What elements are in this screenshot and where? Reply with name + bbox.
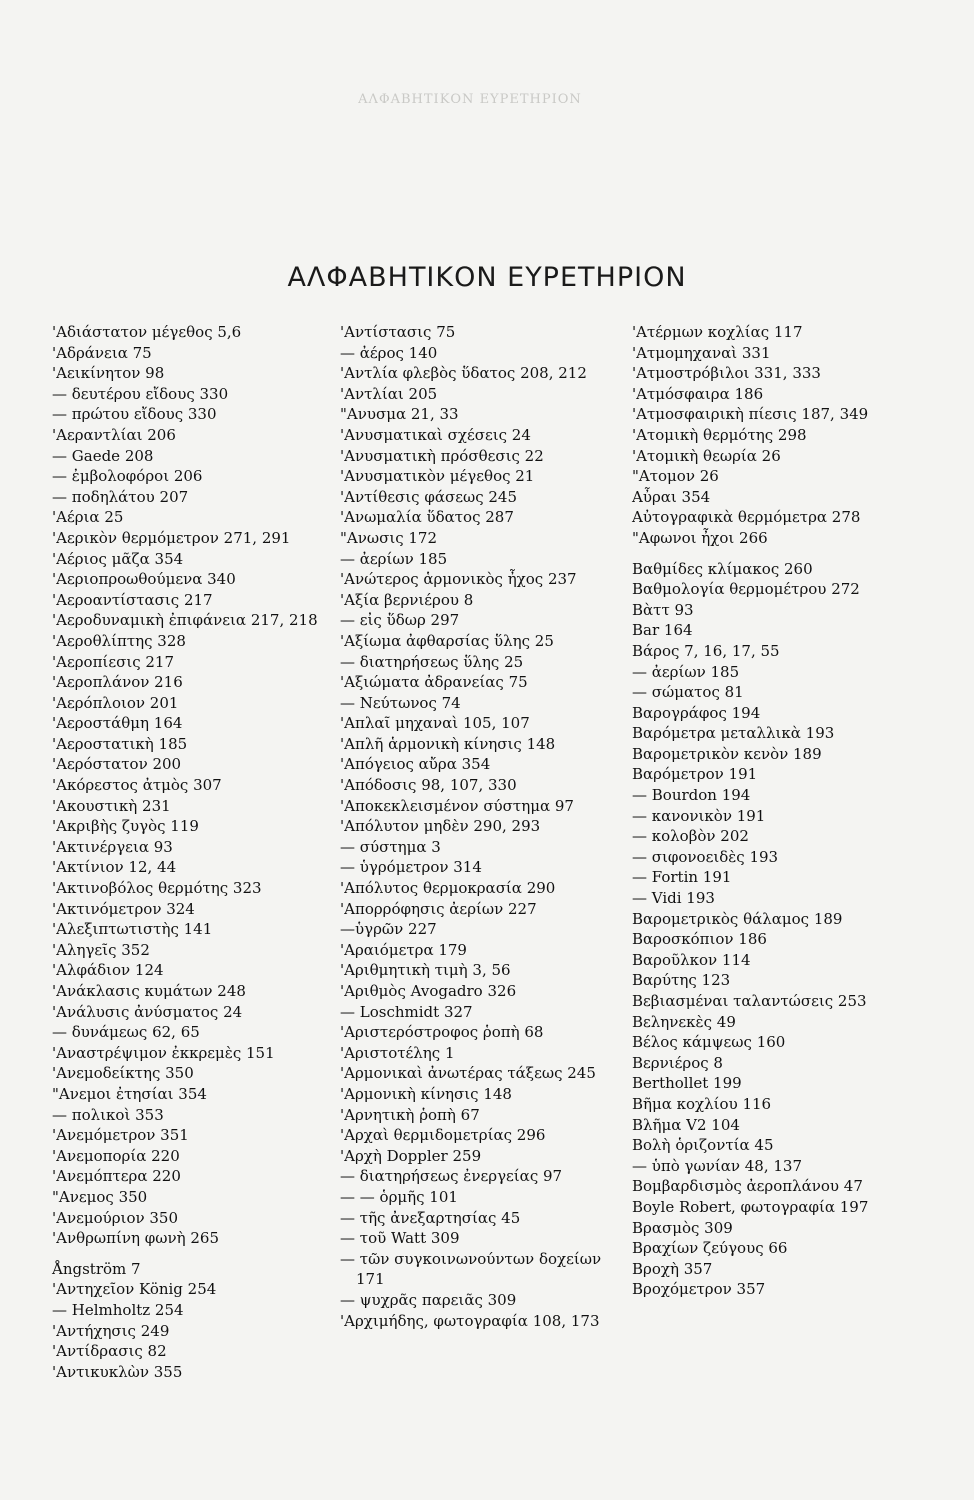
- index-entry: 'Απορρόφησις ἀερίων 227: [340, 899, 537, 918]
- index-entry: 'Ατμόσφαιρα 186: [632, 384, 764, 403]
- index-entry: 'Ατμοστρόβιλοι 331, 333: [632, 364, 821, 383]
- index-entry: 'Αξιώματα ἀδρανείας 75: [340, 673, 528, 692]
- index-entry: Βαρομετρικὸν κενὸν 189: [632, 744, 822, 763]
- index-entry: 'Αντίστασις 75: [340, 323, 456, 341]
- index-entry: 'Αέριος μᾶζα 354: [52, 549, 184, 568]
- index-entry: Βαρόμετρον 191: [632, 765, 758, 784]
- index-entry: 'Ανώτερος ἁρμονικὸς ἦχος 237: [340, 570, 577, 589]
- index-entry: 'Αερόστατον 200: [52, 755, 182, 774]
- index-entry: 'Ακτινόμετρον 324: [52, 899, 195, 918]
- index-entry: Bar 164: [632, 621, 693, 640]
- index-entry: — σιφονοειδὲς 193: [632, 847, 779, 866]
- index-entry: 'Αντήχησις 249: [52, 1321, 170, 1340]
- index-entry: 'Αεροπίεσις 217: [52, 652, 175, 671]
- index-entry: — Νεύτωνος 74: [340, 693, 461, 712]
- index-entry: 'Αραιόμετρα 179: [340, 940, 467, 959]
- index-entry: 'Ανεμοδείκτης 350: [52, 1064, 194, 1083]
- index-entry: 'Αρχιμήδης, φωτογραφία 108, 173: [340, 1311, 600, 1330]
- index-entry: — τοῦ Watt 309: [340, 1229, 460, 1248]
- index-entry: Βέλος κάμψεως 160: [632, 1033, 786, 1052]
- index-entry: 'Ακτινέργεια 93: [52, 837, 173, 856]
- index-column-2: [340, 322, 616, 1331]
- index-entry: 'Ανυσματικὸν μέγεθος 21: [340, 467, 535, 486]
- index-entry: Βαθμολογία θερμομέτρου 272: [632, 580, 860, 599]
- index-entry: — διατηρήσεως ἐνεργείας 97: [340, 1167, 563, 1186]
- index-entry: 'Αληγεῖς 352: [52, 940, 150, 959]
- index-entry: 'Αντλία φλεβὸς ὕδατος 208, 212: [340, 364, 587, 383]
- index-entry: 'Αντικυκλὼν 355: [52, 1362, 183, 1381]
- index-entry: Βροχόμετρον 357: [632, 1280, 766, 1299]
- index-entry: Βαθμίδες κλίμακος 260: [632, 559, 813, 578]
- index-entry: 'Αντηχεῖον König 254: [52, 1280, 217, 1299]
- index-entry: — Gaede 208: [52, 446, 154, 465]
- index-entry: — σώματος 81: [632, 683, 744, 702]
- index-entry: Βολὴ ὁριζοντία 45: [632, 1136, 774, 1155]
- index-entry: — διατηρήσεως ὕλης 25: [340, 652, 524, 671]
- index-entry: 'Αερόπλοιον 201: [52, 693, 179, 712]
- index-entry: Βαροσκόπιον 186: [632, 930, 767, 949]
- index-entry: 'Αξία βερνιέρου 8: [340, 590, 474, 609]
- index-entry: 'Αεροπλάνον 216: [52, 673, 183, 692]
- index-entry: Berthollet 199: [632, 1074, 742, 1093]
- index-entry: 'Ατμοσφαιρικὴ πίεσις 187, 349: [632, 405, 869, 424]
- index-entry: 'Αρχαὶ θερμιδομετρίας 296: [340, 1126, 546, 1145]
- index-entry: Βαροῦλκον 114: [632, 950, 751, 969]
- bleed-through-header: ΑΛΦΑΒΗΤΙΚΟΝ ΕΥΡΕΤΗΡΙΟΝ: [358, 92, 582, 107]
- index-entry: 'Ατμομηχαναὶ 331: [632, 343, 771, 362]
- index-entry: 'Ακτίνιον 12, 44: [52, 858, 177, 877]
- index-entry: — ψυχρᾶς παρειᾶς 309: [340, 1290, 517, 1309]
- index-entry: — ἀερίων 185: [340, 549, 448, 568]
- index-entry: Βρασμὸς 309: [632, 1218, 733, 1237]
- index-entry: 'Αριστερόστροφος ῥοπὴ 68: [340, 1023, 544, 1042]
- index-entry: 'Ανυσματικὴ πρόσθεσις 22: [340, 446, 544, 465]
- index-entry: Βροχὴ 357: [632, 1259, 713, 1278]
- index-entry: Βῆμα κοχλίου 116: [632, 1094, 772, 1113]
- index-entry: 'Αριθμὸς Avogadro 326: [340, 982, 517, 1000]
- index-entry: 'Ανεμοπορία 220: [52, 1146, 180, 1165]
- index-entry: 'Αερικὸν θερμόμετρον 271, 291: [52, 528, 291, 547]
- index-entry: — δυνάμεως 62, 65: [52, 1023, 200, 1042]
- index-entry: 'Ανεμούριον 350: [52, 1208, 178, 1227]
- index-column-1: [52, 322, 328, 1382]
- index-entry: 'Αεροδυναμικὴ ἐπιφάνεια 217, 218: [52, 611, 318, 630]
- index-entry: — ἐμβολοφόροι 206: [52, 467, 203, 486]
- index-entry: 'Αεικίνητον 98: [52, 364, 165, 383]
- index-entry: Βερνιέρος 8: [632, 1053, 723, 1072]
- index-entry: 'Αρμονικαὶ ἀνωτέρας τάξεως 245: [340, 1064, 596, 1083]
- index-entry: Βαρύτης 123: [632, 971, 731, 990]
- index-entry: "Ανωσις 172: [340, 528, 438, 547]
- index-entry: "Αφωνοι ἦχοι 266: [632, 528, 768, 547]
- index-entry: — δευτέρου εἴδους 330: [52, 384, 229, 403]
- index-entry: 'Αξίωμα ἀφθαρσίας ὕλης 25: [340, 631, 554, 650]
- index-entry: 'Αεριοπροωθούμενα 340: [52, 570, 236, 589]
- index-column-3: [632, 322, 908, 1300]
- index-entry: 'Αντλίαι 205: [340, 384, 438, 403]
- index-entry: 'Αριθμητικὴ τιμὴ 3, 56: [340, 961, 511, 980]
- index-entry: — Fortin 191: [632, 868, 732, 887]
- index-entry: 'Αρμονικὴ κίνησις 148: [340, 1084, 512, 1103]
- index-entry: 'Ατομικὴ θερμότης 298: [632, 425, 807, 444]
- index-entry: 'Αντίδρασις 82: [52, 1342, 167, 1361]
- index-entry: 'Αεροστατικὴ 185: [52, 734, 188, 753]
- index-entry: — εἰς ὕδωρ 297: [340, 611, 460, 630]
- index-entry: 'Ανυσματικαὶ σχέσεις 24: [340, 425, 531, 444]
- index-entry: 'Απόδοσις 98, 107, 330: [340, 776, 517, 795]
- index-entry: Βαρομετρικὸς θάλαμος 189: [632, 909, 843, 928]
- index-entry: Βραχίων ζεύγους 66: [632, 1239, 788, 1258]
- index-entry: — ποδηλάτου 207: [52, 487, 189, 506]
- index-entry: 'Αρνητικὴ ῥοπὴ 67: [340, 1105, 480, 1124]
- index-entry: Βεβιασμέναι ταλαντώσεις 253: [632, 992, 867, 1010]
- index-entry: Βεληνεκὲς 49: [632, 1012, 736, 1031]
- index-entry: 'Αεραντλίαι 206: [52, 425, 176, 444]
- index-entry: 'Ανωμαλία ὕδατος 287: [340, 508, 514, 527]
- index-entry: "Ανυσμα 21, 33: [340, 405, 459, 424]
- index-entry: — Loschmidt 327: [340, 1002, 473, 1021]
- index-entry: Αὐτογραφικὰ θερμόμετρα 278: [632, 508, 861, 527]
- index-entry: 'Αδράνεια 75: [52, 343, 152, 362]
- index-columns: [52, 322, 952, 1472]
- index-entry: Ångström 7: [52, 1259, 141, 1278]
- index-entry: 'Απλῆ ἁρμονικὴ κίνησις 148: [340, 734, 556, 753]
- index-entry: "Ατομον 26: [632, 467, 719, 486]
- index-entry: 'Αποκεκλεισμένον σύστημα 97: [340, 796, 574, 815]
- index-entry: Βαρόμετρα μεταλλικὰ 193: [632, 724, 835, 743]
- index-entry: Βὰττ 93: [632, 600, 694, 619]
- index-entry: 'Αεροθλίπτης 328: [52, 631, 186, 650]
- index-entry: — Vidi 193: [632, 889, 715, 908]
- index-entry: 'Αέρια 25: [52, 508, 124, 527]
- index-entry: 'Ανάλυσις ἀνύσματος 24: [52, 1002, 243, 1021]
- index-entry: — Helmholtz 254: [52, 1300, 184, 1319]
- index-entry: 'Αδιάστατον μέγεθος 5,6: [52, 323, 242, 341]
- index-entry: — σύστημα 3: [340, 837, 441, 856]
- index-entry: 'Ακριβὴς ζυγὸς 119: [52, 817, 199, 836]
- index-entry: 'Ανεμόπτερα 220: [52, 1167, 181, 1186]
- page-title: ΑΛΦΑΒΗΤΙΚΟΝ ΕΥΡΕΤΗΡΙΟΝ: [287, 262, 687, 293]
- index-entry: Boyle Robert, φωτογραφία 197: [632, 1197, 869, 1216]
- index-entry: Βαρογράφος 194: [632, 703, 761, 722]
- index-entry: 'Απόλυτος θερμοκρασία 290: [340, 879, 556, 898]
- index-entry: — κανονικὸν 191: [632, 806, 766, 825]
- index-entry: Βάρος 7, 16, 17, 55: [632, 641, 780, 660]
- index-entry: —ὑγρῶν 227: [340, 920, 437, 939]
- index-entry: 'Αριστοτέλης 1: [340, 1043, 455, 1062]
- index-entry: 'Ατέρμων κοχλίας 117: [632, 323, 803, 341]
- index-entry: 'Ανθρωπίνη φωνὴ 265: [52, 1229, 220, 1248]
- index-entry: — τῆς ἀνεξαρτησίας 45: [340, 1208, 521, 1227]
- index-entry: 'Ανάκλασις κυμάτων 248: [52, 982, 246, 1000]
- index-entry: 'Αεροαντίστασις 217: [52, 590, 213, 609]
- index-entry: — πρώτου εἴδους 330: [52, 405, 217, 424]
- index-entry: 'Αναστρέψιμον ἐκκρεμὲς 151: [52, 1043, 275, 1062]
- index-entry: 'Αεροστάθμη 164: [52, 714, 183, 733]
- index-entry: 'Απλαῖ μηχαναὶ 105, 107: [340, 714, 530, 733]
- index-entry: 'Αρχὴ Doppler 259: [340, 1146, 482, 1165]
- index-entry: — κολοβὸν 202: [632, 827, 749, 846]
- index-entry: Βλῆμα V2 104: [632, 1115, 740, 1134]
- index-entry: "Ανεμοι ἐτησίαι 354: [52, 1084, 207, 1103]
- index-entry: — πολικοὶ 353: [52, 1105, 164, 1124]
- index-entry: Αὖραι 354: [632, 487, 711, 506]
- index-entry: 'Ακουστικὴ 231: [52, 796, 171, 815]
- index-entry: — ὑγρόμετρον 314: [340, 858, 482, 877]
- index-entry: 'Απόγειος αὔρα 354: [340, 755, 491, 774]
- index-entry: 'Ατομικὴ θεωρία 26: [632, 446, 781, 465]
- index-entry: — ὑπὸ γωνίαν 48, 137: [632, 1156, 803, 1175]
- index-entry: — ἀέρος 140: [340, 343, 438, 362]
- index-entry: — ἀερίων 185: [632, 662, 740, 681]
- index-entry: 'Απόλυτον μηδὲν 290, 293: [340, 817, 541, 836]
- index-entry: 'Ακτινοβόλος θερμότης 323: [52, 879, 262, 898]
- index-entry: — Bourdon 194: [632, 786, 751, 805]
- index-entry: 'Ανεμόμετρον 351: [52, 1126, 189, 1145]
- index-entry: 'Ακόρεστος ἀτμὸς 307: [52, 776, 222, 795]
- index-entry: 'Αλεξιπτωτιστὴς 141: [52, 920, 213, 939]
- index-entry: — τῶν συγκοινωνούντων δοχείων 171: [340, 1249, 602, 1289]
- index-entry: 'Αντίθεσις φάσεως 245: [340, 487, 518, 506]
- index-entry: 'Αλφάδιον 124: [52, 961, 164, 980]
- index-entry: "Ανεμος 350: [52, 1187, 148, 1206]
- index-entry: Βομβαρδισμὸς ἀεροπλάνου 47: [632, 1177, 863, 1196]
- index-entry: — — ὁρμῆς 101: [340, 1187, 458, 1206]
